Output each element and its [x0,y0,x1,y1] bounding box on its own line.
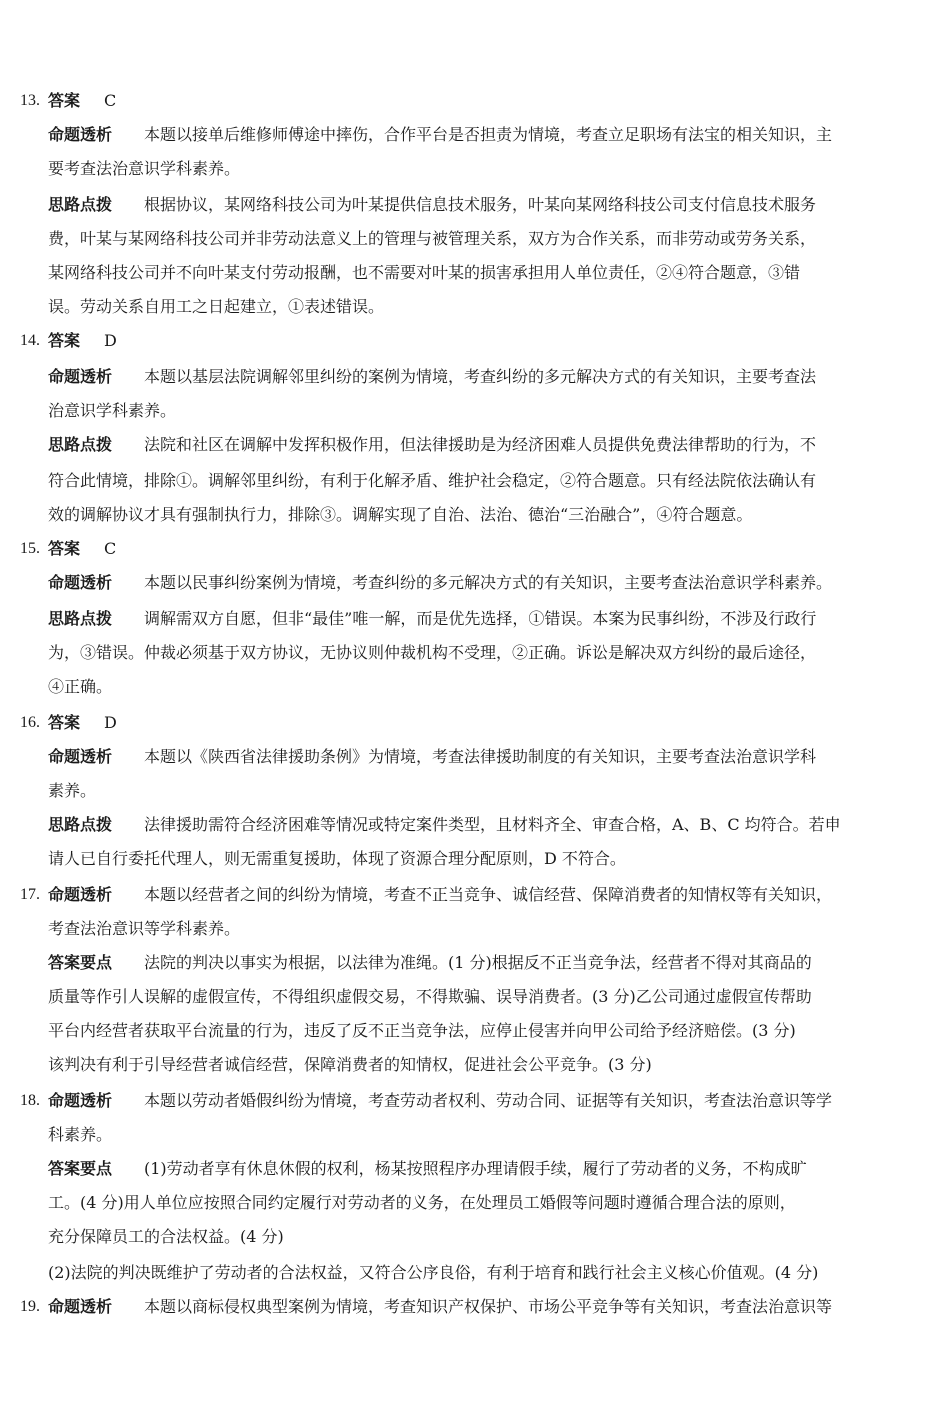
section-label: 命题透析 [48,125,113,144]
question-18-analysis-line-1 [0,1084,950,1118]
question-17-key-line-2 [0,980,950,1014]
question-16-hint-line-2 [0,842,950,876]
answer-choice: D [104,713,117,732]
section-text: 本题以接单后维修师傅途中摔伤，合作平台是否担责为情境，考查立足职场有法宝的相关知识，主 [144,125,833,144]
question-number: 19. [20,1298,40,1315]
section-label: 命题透析 [48,367,113,386]
section-label: 命题透析 [48,747,113,766]
section-text: 费，叶某与某网络科技公司并非劳动法意义上的管理与被管理关系，双方为合作关系，而非劳动或劳务关系， [48,229,817,248]
question-17-key-line-3 [0,1014,950,1048]
question-13-analysis-line-2 [0,152,950,186]
section-text: 考查法治意识等学科素养。 [48,919,241,938]
section-text: 法院的判决以事实为根据，以法律为准绳。(1 分)根据反不正当竞争法，经营者不得对其商品的 [144,953,812,972]
section-text: 本题以基层法院调解邻里纠纷的案例为情境，考查纠纷的多元解决方式的有关知识，主要考查法 [144,367,817,386]
question-18-analysis-line-2 [0,1118,950,1152]
question-14-answer-line [0,324,950,358]
section-label: 思路点拨 [48,195,113,214]
question-17-key-line-4 [0,1048,950,1082]
section-label: 答案要点 [48,1159,113,1178]
question-19-analysis-line-1 [0,1290,950,1324]
question-number: 14. [20,332,40,349]
section-text: (1)劳动者享有休息休假的权利，杨某按照程序办理请假手续，履行了劳动者的义务，不构成旷 [144,1159,807,1178]
question-15-hint-line-2 [0,636,950,670]
question-15-analysis-line-1 [0,566,950,600]
section-text: 调解需双方自愿，但非“最佳”唯一解，而是优先选择，①错误。本案为民事纠纷，不涉及行政行 [144,609,817,628]
question-number: 18. [20,1092,40,1109]
section-text: 治意识学科素养。 [48,401,177,420]
question-15-answer-line [0,532,950,566]
answer-choice: C [104,91,117,110]
question-13-hint-line-1 [0,188,950,222]
question-number: 13. [20,92,40,109]
section-text: 素养。 [48,781,97,800]
question-16-analysis-line-2 [0,774,950,808]
section-text: 本题以民事纠纷案例为情境，考查纠纷的多元解决方式的有关知识，主要考查法治意识学科素养。 [144,573,833,592]
question-13-hint-line-4 [0,290,950,324]
answer-label: 答案 [48,91,81,110]
question-15-hint-line-3 [0,670,950,704]
section-text: 要考查法治意识学科素养。 [48,159,241,178]
question-13-answer-line [0,84,950,118]
section-text: 本题以《陕西省法律援助条例》为情境，考查法律援助制度的有关知识，主要考查法治意识学科 [144,747,817,766]
question-13-hint-line-2 [0,222,950,256]
section-text: 科素养。 [48,1125,113,1144]
question-18-key-line-4 [0,1256,950,1290]
question-14-hint-line-2 [0,464,950,498]
section-text: 某网络科技公司并不向叶某支付劳动报酬，也不需要对叶某的损害承担用人单位责任，②④符合题意，③错 [48,263,801,282]
answer-label: 答案 [48,713,81,732]
section-text: 平台内经营者获取平台流量的行为，违反了反不正当竞争法，应停止侵害并向甲公司给予经济赔偿。(3 分) [48,1021,796,1040]
section-text: 法院和社区在调解中发挥积极作用，但法律援助是为经济困难人员提供免费法律帮助的行为，不 [144,435,817,454]
answer-choice: D [104,331,117,350]
section-text: 为，③错误。仲裁必须基于双方协议，无协议则仲裁机构不受理，②正确。诉讼是解决双方纠纷的最后途径， [48,643,817,662]
question-18-key-line-2 [0,1186,950,1220]
section-label: 思路点拨 [48,609,113,628]
section-text: 根据协议，某网络科技公司为叶某提供信息技术服务，叶某向某网络科技公司支付信息技术服务 [144,195,817,214]
question-14-hint-line-1 [0,428,950,462]
question-13-analysis-line-1 [0,118,950,152]
question-16-answer-line [0,706,950,740]
question-18-key-line-3 [0,1220,950,1254]
question-17-key-line-1 [0,946,950,980]
section-label: 命题透析 [48,885,113,904]
question-18-key-line-1 [0,1152,950,1186]
answer-choice: C [104,539,117,558]
answer-label: 答案 [48,539,81,558]
section-label: 命题透析 [48,1091,113,1110]
section-text: 该判决有利于引导经营者诚信经营，保障消费者的知情权，促进社会公平竞争。(3 分) [48,1055,652,1074]
section-label: 答案要点 [48,953,113,972]
section-text: 符合此情境，排除①。调解邻里纠纷，有利于化解矛盾、维护社会稳定，②符合题意。只有经法院依法确认有 [48,471,817,490]
question-14-hint-line-3 [0,498,950,532]
section-text: 法律援助需符合经济困难等情况或特定案件类型，且材料齐全、审查合格，A、B、C 均符合。若申 [144,815,841,834]
question-number: 16. [20,714,40,731]
question-16-hint-line-1 [0,808,950,842]
question-15-hint-line-1 [0,602,950,636]
answer-label: 答案 [48,331,81,350]
section-label: 思路点拨 [48,815,113,834]
section-text: 效的调解协议才具有强制执行力，排除③。调解实现了自治、法治、德治“三治融合”，④符合题意。 [48,505,753,524]
question-number: 17. [20,886,40,903]
section-text: 本题以商标侵权典型案例为情境，考查知识产权保护、市场公平竞争等有关知识，考查法治意识等 [144,1297,833,1316]
section-text: (2)法院的判决既维护了劳动者的合法权益，又符合公序良俗，有利于培育和践行社会主义核心价值观。(4 分) [48,1263,819,1282]
question-17-analysis-line-2 [0,912,950,946]
question-16-analysis-line-1 [0,740,950,774]
question-14-analysis-line-1 [0,360,950,394]
section-text: 工。(4 分)用人单位应按照合同约定履行对劳动者的义务，在处理员工婚假等问题时遵循合理合法的原则， [48,1193,796,1212]
section-label: 思路点拨 [48,435,113,454]
section-text: 误。劳动关系自用工之日起建立，①表述错误。 [48,297,385,316]
section-text: 请人已自行委托代理人，则无需重复援助，体现了资源合理分配原则，D 不符合。 [48,849,626,868]
section-label: 命题透析 [48,1297,113,1316]
section-text: 质量等作引人误解的虚假宣传，不得组织虚假交易，不得欺骗、误导消费者。(3 分)乙公司通过虚假宣传帮助 [48,987,812,1006]
question-number: 15. [20,540,40,557]
section-label: 命题透析 [48,573,113,592]
question-14-analysis-line-2 [0,394,950,428]
question-17-analysis-line-1 [0,878,950,912]
section-text: 充分保障员工的合法权益。(4 分) [48,1227,284,1246]
section-text: 本题以劳动者婚假纠纷为情境，考查劳动者权利、劳动合同、证据等有关知识，考查法治意识等学 [144,1091,833,1110]
question-13-hint-line-3 [0,256,950,290]
section-text: 本题以经营者之间的纠纷为情境，考查不正当竞争、诚信经营、保障消费者的知情权等有关知识， [144,885,833,904]
section-text: ④正确。 [48,677,113,696]
